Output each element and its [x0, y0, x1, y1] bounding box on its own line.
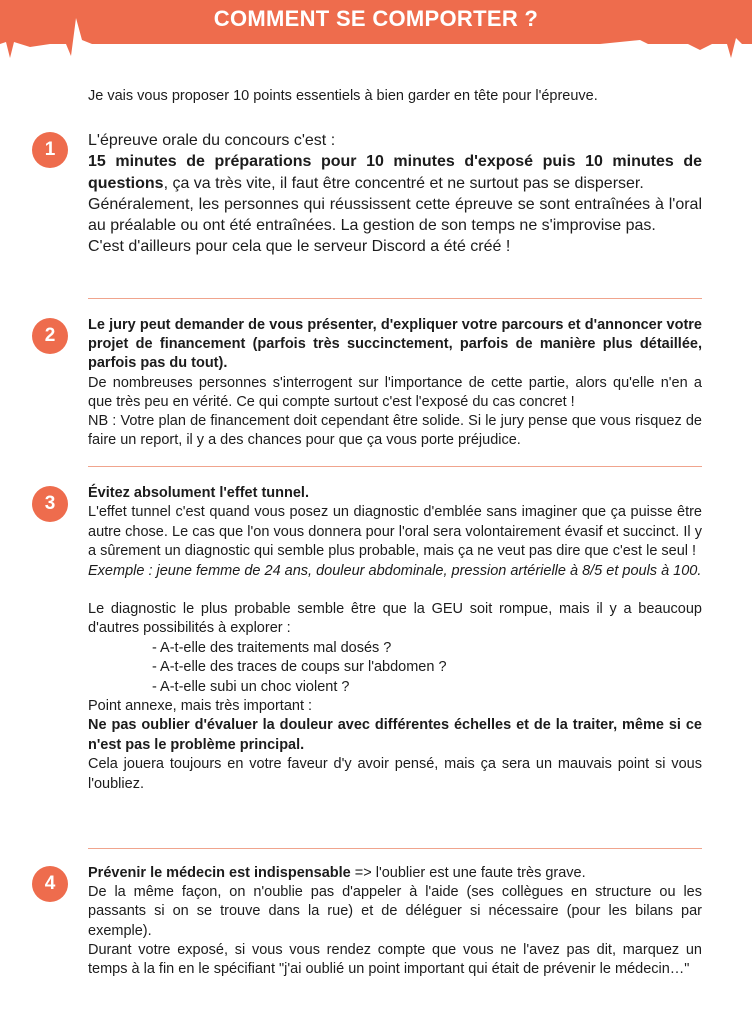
section-3-paragraph: Le diagnostic le plus probable semble être que la GEU soit rompue, mais il y a beaucoup d'autres possibilités à explorer :: [88, 601, 702, 637]
section-4-heading: [88, 864, 702, 883]
section-divider: [88, 848, 702, 849]
section-1-line: C'est d'ailleurs pour cela que le serveur Discord a été créé !: [88, 238, 511, 256]
section-4-bold-text: Prévenir le médecin est indispensable: [88, 865, 351, 881]
section-1-bold-text: 15 minutes de préparations pour 10 minutes d'exposé puis 10 minutes de: [88, 153, 702, 171]
section-divider: [88, 298, 702, 299]
section-1-bold-word: questions: [88, 174, 164, 192]
section-2-paragraph: De nombreuses personnes s'interrogent sur l'importance de cette partie, alors qu'elle n'en a que très peu en vérité. Ce qui compte surtout c'est l'exposé du cas concret !: [88, 374, 702, 410]
section-4-content: [88, 864, 702, 979]
list-item: - A-t-elle subi un choc violent ?: [152, 678, 350, 695]
section-1-content: [88, 130, 702, 258]
section-4-paragraph: Durant votre exposé, si vous vous rendez compte que vous ne l'avez pas dit, marquez un temps à la fin en le spécifiant "j'ai oublié un point important qui était de prévenir le médecin…": [88, 941, 702, 978]
section-2-content: [88, 316, 702, 450]
spacer: [88, 581, 702, 600]
header-banner: [0, 0, 752, 64]
section-2-note: NB : Votre plan de financement doit cependant être solide. Si le jury pense que vous risquez de faire un report, il y a des chances pour que ça vous porte préjudice.: [88, 413, 702, 449]
section-3-content: [88, 484, 702, 794]
section-1-text: , ça va très vite, il faut être concentré et ne surtout pas se disperser.: [163, 174, 644, 192]
section-4-text: => l'oublier est une faute très grave.: [350, 865, 586, 881]
section-3-paragraph: L'effet tunnel c'est quand vous posez un diagnostic d'emblée sans imaginer que ça puisse être autre chose. Le cas que l'on vous donnera pour l'oral sera volontairement évasif et succinct. Il y a sûrement un diagnostic qui semble plus probable, mais ça ne veut pas dire que c'est le seul !: [88, 504, 702, 560]
section-1-emphasis: [88, 151, 702, 194]
intro-text: Je vais vous proposer 10 points essentiels à bien garder en tête pour l'épreuve.: [88, 88, 598, 104]
section-number-badge: 3: [32, 486, 68, 522]
page-title: COMMENT SE COMPORTER ?: [213, 6, 539, 31]
section-1-line: L'épreuve orale du concours c'est :: [88, 132, 336, 149]
list-item: - A-t-elle des traitements mal dosés ?: [152, 639, 392, 656]
list-item: - A-t-elle des traces de coups sur l'abdomen ?: [152, 659, 447, 676]
section-3-heading: Évitez absolument l'effet tunnel.: [88, 485, 309, 501]
section-number-badge: 4: [32, 866, 68, 902]
section-3-bold-text: Ne pas oublier d'évaluer la douleur avec différentes échelles et de la traiter, même si ce n'est pas le problème principal.: [88, 717, 702, 753]
section-3-line: Point annexe, mais très important :: [88, 698, 313, 715]
section-number-badge: 1: [32, 132, 68, 168]
section-divider: [88, 466, 702, 467]
section-2-heading: Le jury peut demander de vous présenter, d'expliquer votre parcours et d'annoncer votre projet de financement (parfois très succinctement, parfois de manière plus détaillée, parfois pas du tout).: [88, 317, 702, 372]
section-3-paragraph: Cela jouera toujours en votre faveur d'y avoir pensé, mais ça sera un mauvais point si vous l'oubliez.: [88, 756, 702, 792]
section-1-paragraph: Généralement, les personnes qui réussissent cette épreuve se sont entraînées à l'oral au préalable ou ont été entraînées. La gestion de son temps ne s'improvise pas.: [88, 195, 702, 235]
section-4-paragraph: De la même façon, on n'oublie pas d'appeler à l'aide (ses collègues en structure ou les passants si on se trouve dans la rue) et de déléguer si nécessaire (pour les bilans par exemple).: [88, 884, 702, 939]
section-number-badge: 2: [32, 318, 68, 354]
section-3-example: Exemple : jeune femme de 24 ans, douleur abdominale, pression artérielle à 8/5 et pouls à 100.: [88, 562, 702, 579]
